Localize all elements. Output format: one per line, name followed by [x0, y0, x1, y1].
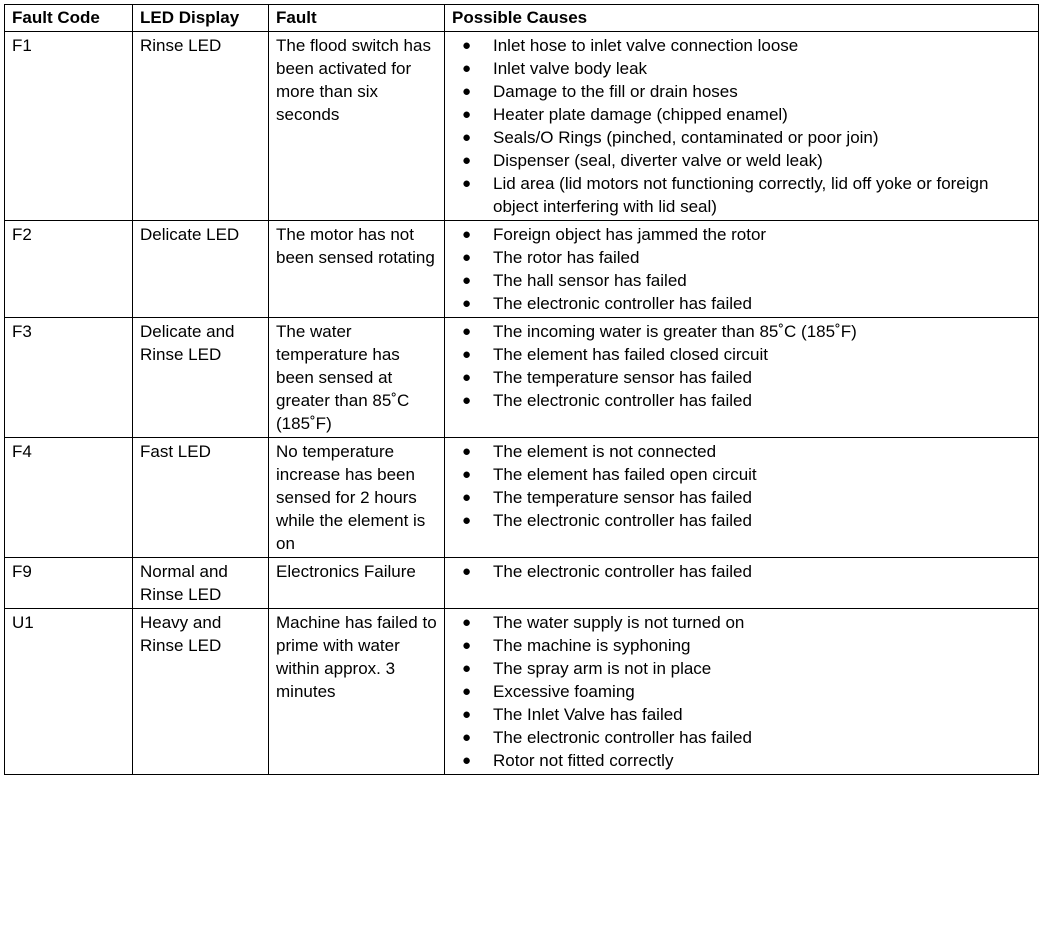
cause-text: The hall sensor has failed	[493, 271, 687, 290]
bullet-icon: ●	[462, 512, 472, 529]
cause-item	[452, 366, 1031, 389]
cause-text: The element is not connected	[493, 442, 717, 461]
cause-item	[452, 440, 1031, 463]
cause-text: Rotor not fitted correctly	[493, 751, 674, 770]
bullet-icon: ●	[462, 175, 472, 192]
causes-list	[452, 560, 1031, 583]
table-row	[5, 609, 1039, 775]
possible-causes-cell	[445, 558, 1039, 609]
bullet-icon: ●	[462, 60, 472, 77]
cause-text: The rotor has failed	[493, 248, 640, 267]
cause-text: Excessive foaming	[493, 682, 635, 701]
cause-item	[452, 657, 1031, 680]
fault-code-cell: F9	[5, 558, 133, 609]
cause-text: The electronic controller has failed	[493, 294, 752, 313]
possible-causes-cell	[445, 221, 1039, 318]
bullet-icon: ●	[462, 614, 472, 631]
possible-causes-cell	[445, 318, 1039, 438]
possible-causes-cell	[445, 32, 1039, 221]
bullet-icon: ●	[462, 106, 472, 123]
header-fault: Fault	[269, 5, 445, 32]
led-display-cell: Delicate LED	[133, 221, 269, 318]
cause-item	[452, 126, 1031, 149]
fault-code-cell: F3	[5, 318, 133, 438]
cause-text: The spray arm is not in place	[493, 659, 712, 678]
cause-text: Damage to the fill or drain hoses	[493, 82, 738, 101]
led-display-cell: Rinse LED	[133, 32, 269, 221]
led-display-cell: Delicate and Rinse LED	[133, 318, 269, 438]
cause-text: Foreign object has jammed the rotor	[493, 225, 767, 244]
bullet-icon: ●	[462, 226, 472, 243]
led-display-cell: Fast LED	[133, 438, 269, 558]
cause-text: The electronic controller has failed	[493, 562, 752, 581]
cause-item	[452, 389, 1031, 412]
cause-item	[452, 172, 1031, 218]
bullet-icon: ●	[462, 129, 472, 146]
fault-cell: No temperature increase has been sensed for 2 hours while the element is on	[269, 438, 445, 558]
fault-code-cell: U1	[5, 609, 133, 775]
bullet-icon: ●	[462, 392, 472, 409]
cause-item	[452, 486, 1031, 509]
cause-item	[452, 611, 1031, 634]
cause-item	[452, 560, 1031, 583]
cause-text: The electronic controller has failed	[493, 728, 752, 747]
cause-item	[452, 509, 1031, 532]
cause-item	[452, 246, 1031, 269]
cause-item	[452, 80, 1031, 103]
fault-code-cell: F4	[5, 438, 133, 558]
cause-item	[452, 223, 1031, 246]
table-row	[5, 221, 1039, 318]
bullet-icon: ●	[462, 683, 472, 700]
cause-text: Dispenser (seal, diverter valve or weld leak)	[493, 151, 823, 170]
cause-text: Lid area (lid motors not functioning correctly, lid off yoke or foreign object interfering with lid seal)	[493, 174, 989, 216]
bullet-icon: ●	[462, 152, 472, 169]
fault-cell: The water temperature has been sensed at greater than 85˚C (185˚F)	[269, 318, 445, 438]
fault-cell: The flood switch has been activated for more than six seconds	[269, 32, 445, 221]
header-fault-code: Fault Code	[5, 5, 133, 32]
led-display-cell: Normal and Rinse LED	[133, 558, 269, 609]
bullet-icon: ●	[462, 660, 472, 677]
cause-text: The element has failed open circuit	[493, 465, 757, 484]
header-row	[5, 5, 1039, 32]
cause-text: Heater plate damage (chipped enamel)	[493, 105, 788, 124]
cause-item	[452, 680, 1031, 703]
cause-item	[452, 292, 1031, 315]
cause-item	[452, 463, 1031, 486]
cause-item	[452, 749, 1031, 772]
causes-list	[452, 223, 1031, 315]
cause-item	[452, 34, 1031, 57]
causes-list	[452, 320, 1031, 412]
cause-text: The temperature sensor has failed	[493, 368, 752, 387]
bullet-icon: ●	[462, 706, 472, 723]
fault-cell: The motor has not been sensed rotating	[269, 221, 445, 318]
causes-list	[452, 611, 1031, 772]
table-row	[5, 558, 1039, 609]
possible-causes-cell	[445, 609, 1039, 775]
fault-code-cell: F2	[5, 221, 133, 318]
cause-text: Inlet hose to inlet valve connection loose	[493, 36, 799, 55]
bullet-icon: ●	[462, 323, 472, 340]
bullet-icon: ●	[462, 37, 472, 54]
bullet-icon: ●	[462, 369, 472, 386]
table-row	[5, 32, 1039, 221]
fault-code-cell: F1	[5, 32, 133, 221]
cause-text: The element has failed closed circuit	[493, 345, 768, 364]
cause-text: The electronic controller has failed	[493, 391, 752, 410]
cause-text: The temperature sensor has failed	[493, 488, 752, 507]
table-row	[5, 318, 1039, 438]
bullet-icon: ●	[462, 443, 472, 460]
possible-causes-cell	[445, 438, 1039, 558]
cause-item	[452, 269, 1031, 292]
bullet-icon: ●	[462, 563, 472, 580]
bullet-icon: ●	[462, 295, 472, 312]
bullet-icon: ●	[462, 346, 472, 363]
cause-item	[452, 103, 1031, 126]
bullet-icon: ●	[462, 637, 472, 654]
cause-item	[452, 320, 1031, 343]
cause-text: The Inlet Valve has failed	[493, 705, 683, 724]
cause-text: Seals/O Rings (pinched, contaminated or poor join)	[493, 128, 879, 147]
led-display-cell: Heavy and Rinse LED	[133, 609, 269, 775]
cause-text: The electronic controller has failed	[493, 511, 752, 530]
bullet-icon: ●	[462, 272, 472, 289]
fault-code-table	[4, 4, 1039, 775]
cause-text: The water supply is not turned on	[493, 613, 745, 632]
causes-list	[452, 34, 1031, 218]
cause-text: The machine is syphoning	[493, 636, 691, 655]
bullet-icon: ●	[462, 249, 472, 266]
fault-cell: Electronics Failure	[269, 558, 445, 609]
cause-item	[452, 343, 1031, 366]
bullet-icon: ●	[462, 466, 472, 483]
bullet-icon: ●	[462, 83, 472, 100]
cause-item	[452, 703, 1031, 726]
cause-item	[452, 726, 1031, 749]
cause-text: Inlet valve body leak	[493, 59, 648, 78]
fault-cell: Machine has failed to prime with water within approx. 3 minutes	[269, 609, 445, 775]
table-row	[5, 438, 1039, 558]
bullet-icon: ●	[462, 752, 472, 769]
header-possible-causes: Possible Causes	[445, 5, 1039, 32]
cause-text: The incoming water is greater than 85˚C (185˚F)	[493, 322, 857, 341]
bullet-icon: ●	[462, 729, 472, 746]
bullet-icon: ●	[462, 489, 472, 506]
cause-item	[452, 57, 1031, 80]
header-led-display: LED Display	[133, 5, 269, 32]
cause-item	[452, 634, 1031, 657]
cause-item	[452, 149, 1031, 172]
causes-list	[452, 440, 1031, 532]
